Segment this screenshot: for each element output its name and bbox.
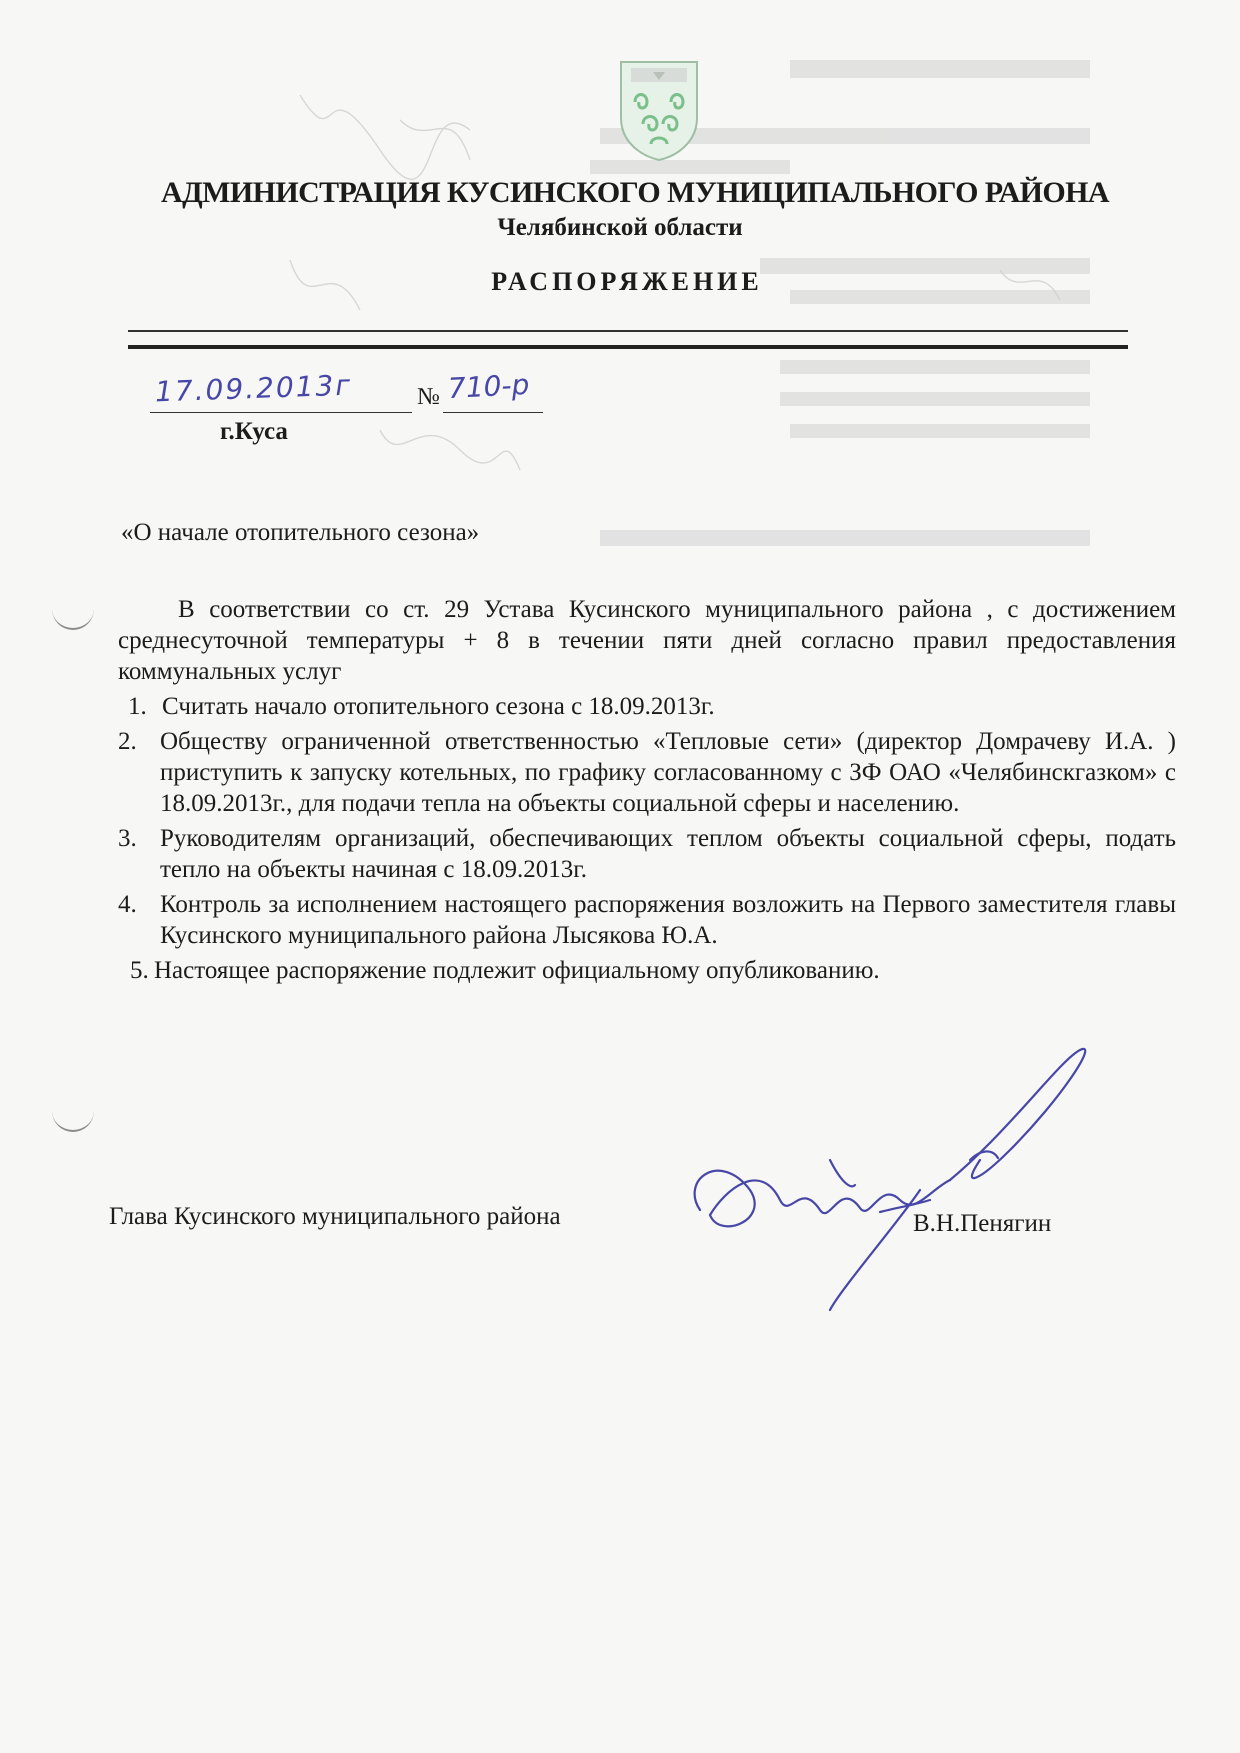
coat-of-arms-emblem	[617, 58, 701, 162]
signatory-name: В.Н.Пенягин	[913, 1210, 1052, 1237]
document-subject: «О начале отопительного сезона»	[121, 519, 480, 546]
item-number: 1.	[128, 693, 147, 720]
item-number: 4.	[118, 891, 137, 918]
organization-title: АДМИНИСТРАЦИЯ КУСИНСКОГО МУНИЦИПАЛЬНОГО РАЙОНА	[161, 176, 1109, 209]
order-items-list	[118, 691, 1176, 986]
item-number: 3.	[118, 825, 137, 852]
item-text: Обществу ограниченной ответственностью «Тепловые сети» (директор Домрачеву И.А. ) приступить к запуску котельных, по графику согласованному с ЗФ ОАО «Челябинскгазком» с 18.09.2013г., для подачи тепла на объекты социальной сферы и населению.	[160, 728, 1176, 817]
signatory-post: Глава Кусинского муниципального района	[109, 1203, 561, 1230]
order-item-1	[128, 691, 1176, 722]
header-rule-thin	[128, 330, 1128, 332]
preamble-paragraph: В соответствии со ст. 29 Устава Кусинского муниципального района , с достижением среднесуточной температуры + 8 в течении пяти дней согласно правил предоставления коммунальных услуг	[118, 596, 1176, 685]
order-item-4	[118, 889, 1176, 951]
handwritten-signature	[680, 1040, 1100, 1320]
document-type-heading: РАСПОРЯЖЕНИЕ	[491, 267, 763, 296]
item-text: Контроль за исполнением настоящего распоряжения возложить на Первого заместителя главы Кусинского муниципального района Лысякова Ю.А.	[160, 891, 1176, 949]
handwritten-number: 710-р	[447, 367, 531, 406]
order-item-5	[130, 955, 1176, 986]
header-rule-thick	[128, 345, 1128, 349]
number-sign: №	[417, 384, 440, 410]
order-item-3	[118, 823, 1176, 885]
order-body	[118, 594, 1176, 986]
item-text: Считать начало отопительного сезона с 18.09.2013г.	[162, 693, 715, 720]
item-text: Руководителям организаций, обеспечивающих теплом объекты социальной сферы, подать тепло на объекты начиная с 18.09.2013г.	[160, 825, 1176, 883]
city-label: г.Куса	[220, 418, 288, 445]
item-number: 5.	[130, 957, 149, 984]
item-number: 2.	[118, 728, 137, 755]
order-item-2	[118, 726, 1176, 819]
region-subtitle: Челябинской области	[497, 214, 743, 241]
item-text: Настоящее распоряжение подлежит официальному опубликованию.	[154, 957, 880, 984]
handwritten-date: 17.09.2013г	[154, 368, 353, 409]
